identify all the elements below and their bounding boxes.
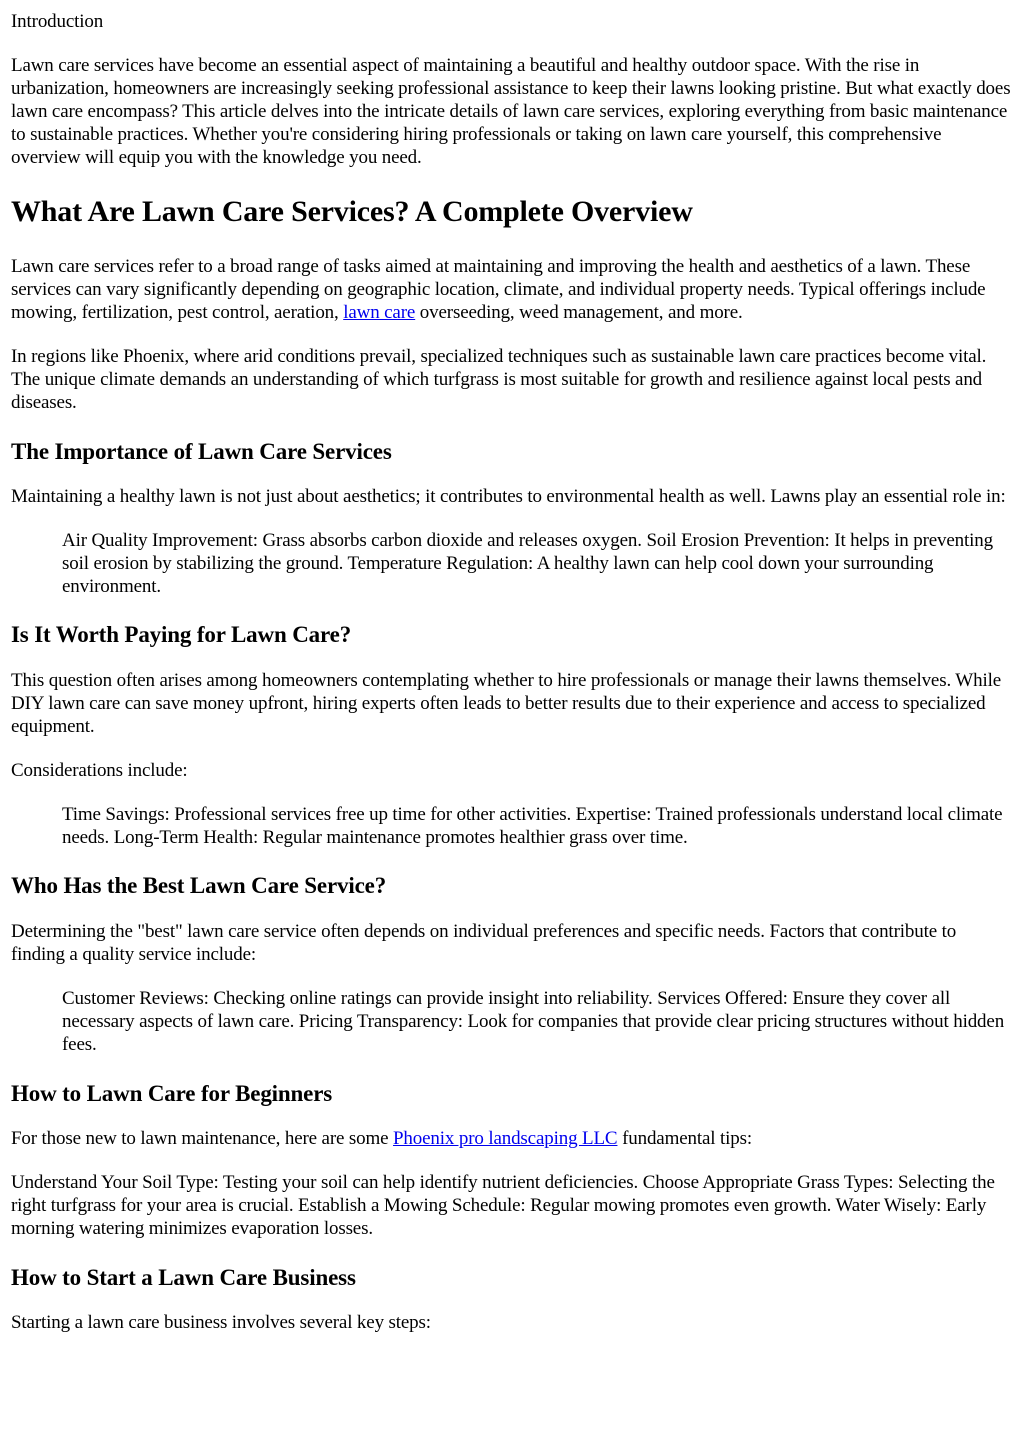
beginners-text-after-link: fundamental tips: [617,1128,752,1149]
beginners-paragraph-2: Understand Your Soil Type: Testing your soil can help identify nutrient deficiencies. Choose Appropriate Grass Types: Selecting the right turfgrass for your area is crucial. Establish a Mowing Schedule: Regular mowing promotes even growth. Water Wisely: Early morning watering minimizes evaporation losses. [11,1172,995,1239]
worth-paragraph-2: Considerations include: [11,760,188,781]
main-heading: What Are Lawn Care Services? A Complete Overview [11,195,693,228]
importance-quote: Air Quality Improvement: Grass absorbs carbon dioxide and releases oxygen. Soil Erosion Prevention: It helps in preventing soil erosion by stabilizing the ground. Temperature Regulation: A healthy lawn can help cool down your surrounding environment. [62,530,993,597]
importance-paragraph: Maintaining a healthy lawn is not just about aesthetics; it contributes to environmental health as well. Lawns play an essential role in: [11,486,1006,507]
intro-paragraph: Lawn care services have become an essential aspect of maintaining a beautiful and healthy outdoor space. With the rise in urbanization, homeowners are increasingly seeking professional assistance to keep their lawns looking pristine. But what exactly does lawn care encompass? This article delves into the intricate details of lawn care services, exploring everything from basic maintenance to sustainable practices. Whether you're considering hiring professionals or taking on lawn care yourself, this comprehensive overview will equip you with the knowledge you need. [11,55,1011,168]
importance-heading: The Importance of Lawn Care Services [11,439,392,464]
worth-paragraph-1: This question often arises among homeowners contemplating whether to hire professionals or manage their lawns themselves. While DIY lawn care can save money upfront, hiring experts often leads to better results due to their experience and access to specialized equipment. [11,670,1001,737]
intro-label: Introduction [11,11,104,32]
beginners-text-before-link: For those new to lawn maintenance, here are some [11,1128,394,1149]
best-paragraph: Determining the "best" lawn care service often depends on individual preferences and specific needs. Factors that contribute to finding a quality service include: [11,921,957,965]
overview-paragraph-1 [11,255,1013,324]
best-quote: Customer Reviews: Checking online ratings can provide insight into reliability. Services Offered: Ensure they cover all necessary aspects of lawn care. Pricing Transparency: Look for companies that provide clear pricing structures without hidden fees. [62,988,1005,1055]
beginners-paragraph-1 [11,1127,1013,1150]
business-heading: How to Start a Lawn Care Business [11,1265,356,1290]
overview-text-after-link: overseeding, weed management, and more. [415,302,743,323]
worth-heading: Is It Worth Paying for Lawn Care? [11,622,352,647]
business-paragraph: Starting a lawn care business involves several key steps: [11,1312,431,1333]
worth-quote: Time Savings: Professional services free up time for other activities. Expertise: Trained professionals understand local climate needs. Long-Term Health: Regular maintenance promotes healthier grass over time. [62,804,1003,848]
article [0,10,1024,1334]
best-heading: Who Has the Best Lawn Care Service? [11,873,387,898]
overview-text-before-link: Lawn care services refer to a broad range of tasks aimed at maintaining and improving the health and aesthetics of a lawn. These services can vary significantly depending on geographic location, climate, and individual property needs. Typical offerings include mowing, fertilization, pest control, aeration, [11,256,986,323]
phoenix-pro-landscaping-link[interactable]: Phoenix pro landscaping LLC [393,1128,618,1149]
lawn-care-link[interactable]: lawn care [343,302,416,323]
beginners-heading: How to Lawn Care for Beginners [11,1081,333,1106]
overview-paragraph-2: In regions like Phoenix, where arid conditions prevail, specialized techniques such as sustainable lawn care practices become vital. The unique climate demands an understanding of which turfgrass is most suitable for growth and resilience against local pests and diseases. [11,346,987,413]
